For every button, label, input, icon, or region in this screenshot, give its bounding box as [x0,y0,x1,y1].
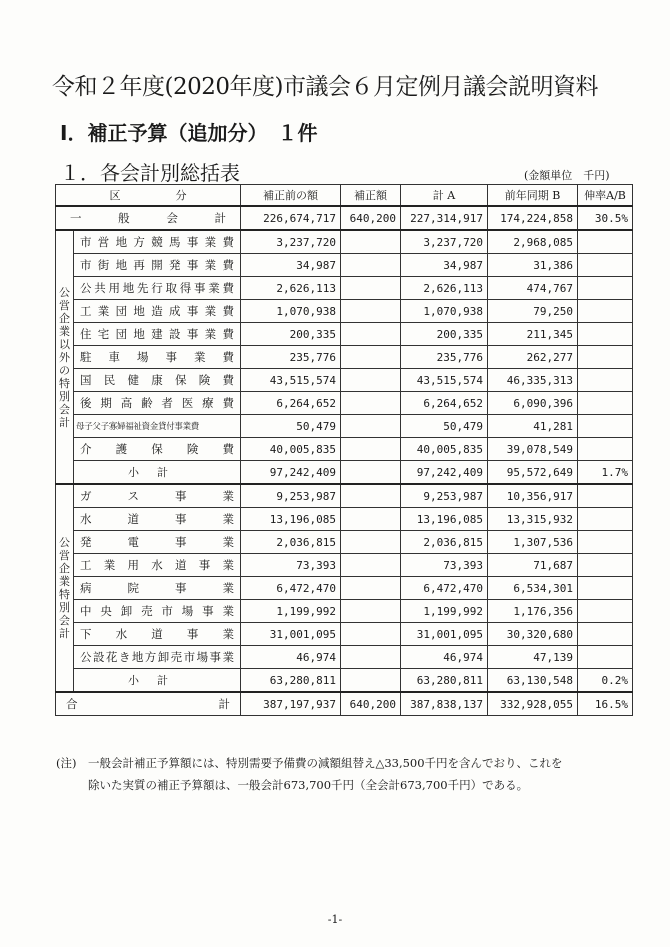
table-row [56,254,633,277]
group-enterprise [56,484,633,692]
cell-rate [578,508,633,531]
budget-summary-table [55,184,633,716]
cell-amount [341,623,401,646]
cell-total: 50,479 [401,415,488,438]
cell-amount [341,577,401,600]
row-name: 母子父子寡婦福祉資金貸付事業費 [74,415,241,438]
cell-total: 46,974 [401,646,488,669]
cell-rate [578,438,633,461]
row-name: 中央卸売市場事業 [74,600,241,623]
cell-prev: 79,250 [488,300,578,323]
cell-amount [341,230,401,254]
cell-prev: 63,130,548 [488,669,578,693]
table-row [56,600,633,623]
cell-before: 97,242,409 [241,461,341,485]
cell-prev: 71,687 [488,554,578,577]
table-row [56,300,633,323]
cell-before: 46,974 [241,646,341,669]
group-label [56,484,74,692]
cell-amount [341,277,401,300]
cell-before: 63,280,811 [241,669,341,693]
page-number: -1- [327,913,343,926]
header-amount: 補正額 [341,185,401,207]
cell-total: 387,838,137 [401,692,488,716]
subtotal-row [56,461,633,485]
cell-total: 1,070,938 [401,300,488,323]
cell-amount [341,300,401,323]
cell-amount [341,369,401,392]
header-prev: 前年同期 B [488,185,578,207]
cell-before: 40,005,835 [241,438,341,461]
cell-rate [578,415,633,438]
table-header-row [56,185,633,207]
cell-amount [341,415,401,438]
table-row [56,554,633,577]
grand-total-row [56,692,633,716]
cell-total: 73,393 [401,554,488,577]
cell-rate [578,484,633,508]
cell-amount [341,669,401,693]
cell-rate [578,254,633,277]
row-name: 公共用地先行取得事業費 [74,277,241,300]
footnote [56,752,636,796]
table-row [56,646,633,669]
row-name: 駐車場事業費 [74,346,241,369]
cell-amount [341,323,401,346]
cell-total: 6,264,652 [401,392,488,415]
cell-prev: 31,386 [488,254,578,277]
cell-amount [341,484,401,508]
cell-rate [578,623,633,646]
cell-rate [578,346,633,369]
cell-rate [578,323,633,346]
cell-before: 1,070,938 [241,300,341,323]
row-name: 病院事業 [74,577,241,600]
table-row [56,230,633,254]
row-name: 国民健康保険費 [74,369,241,392]
cell-total: 43,515,574 [401,369,488,392]
group-label-text: 公営企業特別会計 [59,536,70,640]
group-non-enterprise [56,230,633,484]
cell-amount [341,438,401,461]
cell-prev: 10,356,917 [488,484,578,508]
cell-prev: 47,139 [488,646,578,669]
cell-rate: 30.5% [578,206,633,230]
table-row [56,438,633,461]
row-name: 介護保険費 [74,438,241,461]
table-row [56,277,633,300]
cell-total: 3,237,720 [401,230,488,254]
group-label [56,230,74,484]
cell-before: 13,196,085 [241,508,341,531]
cell-prev: 95,572,649 [488,461,578,485]
cell-amount [341,554,401,577]
cell-prev: 39,078,549 [488,438,578,461]
table-row [56,484,633,508]
cell-total: 2,036,815 [401,531,488,554]
cell-before: 3,237,720 [241,230,341,254]
table-row [56,508,633,531]
cell-amount: 640,200 [341,206,401,230]
table-row [56,415,633,438]
table-row [56,369,633,392]
cell-total: 9,253,987 [401,484,488,508]
cell-before: 2,036,815 [241,531,341,554]
cell-before: 43,515,574 [241,369,341,392]
row-name: 一般会計 [56,206,241,230]
cell-total: 235,776 [401,346,488,369]
table-row [56,346,633,369]
cell-before: 200,335 [241,323,341,346]
row-name: 市街地再開発事業費 [74,254,241,277]
cell-prev: 6,534,301 [488,577,578,600]
row-name: 下水道事業 [74,623,241,646]
section-heading: Ⅰ．補正予算（追加分） １件 [60,121,318,145]
row-name: 小計 [74,669,241,693]
cell-prev: 174,224,858 [488,206,578,230]
cell-total: 97,242,409 [401,461,488,485]
cell-before: 50,479 [241,415,341,438]
cell-before: 387,197,937 [241,692,341,716]
cell-rate: 16.5% [578,692,633,716]
cell-prev: 41,281 [488,415,578,438]
cell-prev: 474,767 [488,277,578,300]
row-name: ガス事業 [74,484,241,508]
row-name: 工業用水道事業 [74,554,241,577]
cell-total: 31,001,095 [401,623,488,646]
cell-prev: 262,277 [488,346,578,369]
group-label-text: 公営企業以外の特別会計 [59,285,70,429]
header-kubun: 区 分 [56,185,241,207]
cell-rate [578,577,633,600]
cell-total: 6,472,470 [401,577,488,600]
cell-amount [341,508,401,531]
row-name: 工業団地造成事業費 [74,300,241,323]
row-name: 小計 [74,461,241,485]
cell-prev: 1,176,356 [488,600,578,623]
cell-amount [341,600,401,623]
header-rate: 伸率A/B [578,185,633,207]
cell-rate [578,646,633,669]
table-row [56,392,633,415]
cell-rate [578,300,633,323]
table-row [56,577,633,600]
subtotal-row [56,669,633,693]
cell-rate [578,531,633,554]
cell-total: 227,314,917 [401,206,488,230]
cell-before: 73,393 [241,554,341,577]
cell-prev: 46,335,313 [488,369,578,392]
cell-prev: 211,345 [488,323,578,346]
cell-total: 34,987 [401,254,488,277]
cell-amount [341,254,401,277]
cell-amount [341,461,401,485]
cell-before: 34,987 [241,254,341,277]
cell-total: 2,626,113 [401,277,488,300]
table-row [56,623,633,646]
row-name: 市営地方競馬事業費 [74,230,241,254]
document-title: 令和２年度(2020年度)市議会６月定例月議会説明資料 [52,74,598,100]
cell-prev: 1,307,536 [488,531,578,554]
row-name: 水道事業 [74,508,241,531]
row-name: 公設花き地方卸売市場事業 [74,646,241,669]
cell-total: 13,196,085 [401,508,488,531]
cell-total: 40,005,835 [401,438,488,461]
cell-before: 226,674,717 [241,206,341,230]
cell-before: 235,776 [241,346,341,369]
table-row [56,531,633,554]
cell-rate [578,600,633,623]
general-account-row [56,206,633,230]
cell-rate [578,392,633,415]
cell-amount [341,531,401,554]
cell-before: 31,001,095 [241,623,341,646]
cell-total: 63,280,811 [401,669,488,693]
header-total: 計 A [401,185,488,207]
cell-before: 1,199,992 [241,600,341,623]
cell-amount [341,646,401,669]
row-name: 住宅団地建設事業費 [74,323,241,346]
cell-before: 6,472,470 [241,577,341,600]
row-name: 合 計 [56,692,241,716]
cell-prev: 30,320,680 [488,623,578,646]
cell-rate [578,554,633,577]
header-before: 補正前の額 [241,185,341,207]
cell-prev: 332,928,055 [488,692,578,716]
cell-before: 2,626,113 [241,277,341,300]
table-row [56,323,633,346]
footnote-line-2: 除いた実質の補正予算額は、一般会計673,700千円（全会計673,700千円）である。 [88,778,529,792]
cell-before: 9,253,987 [241,484,341,508]
cell-rate: 1.7% [578,461,633,485]
row-name: 発電事業 [74,531,241,554]
row-name: 後期高齢者医療費 [74,392,241,415]
cell-total: 1,199,992 [401,600,488,623]
cell-prev: 2,968,085 [488,230,578,254]
cell-amount: 640,200 [341,692,401,716]
cell-rate [578,277,633,300]
cell-before: 6,264,652 [241,392,341,415]
subsection-heading: １．各会計別総括表 [60,161,240,185]
cell-rate [578,230,633,254]
cell-rate: 0.2% [578,669,633,693]
footnote-line-1: (注) 一般会計補正予算額には、特別需要予備費の減額組替え△33,500千円を含んでおり、これを [56,756,563,770]
cell-prev: 6,090,396 [488,392,578,415]
cell-prev: 13,315,932 [488,508,578,531]
cell-amount [341,346,401,369]
cell-rate [578,369,633,392]
cell-total: 200,335 [401,323,488,346]
unit-note: (金額単位 千円) [524,169,610,182]
cell-amount [341,392,401,415]
